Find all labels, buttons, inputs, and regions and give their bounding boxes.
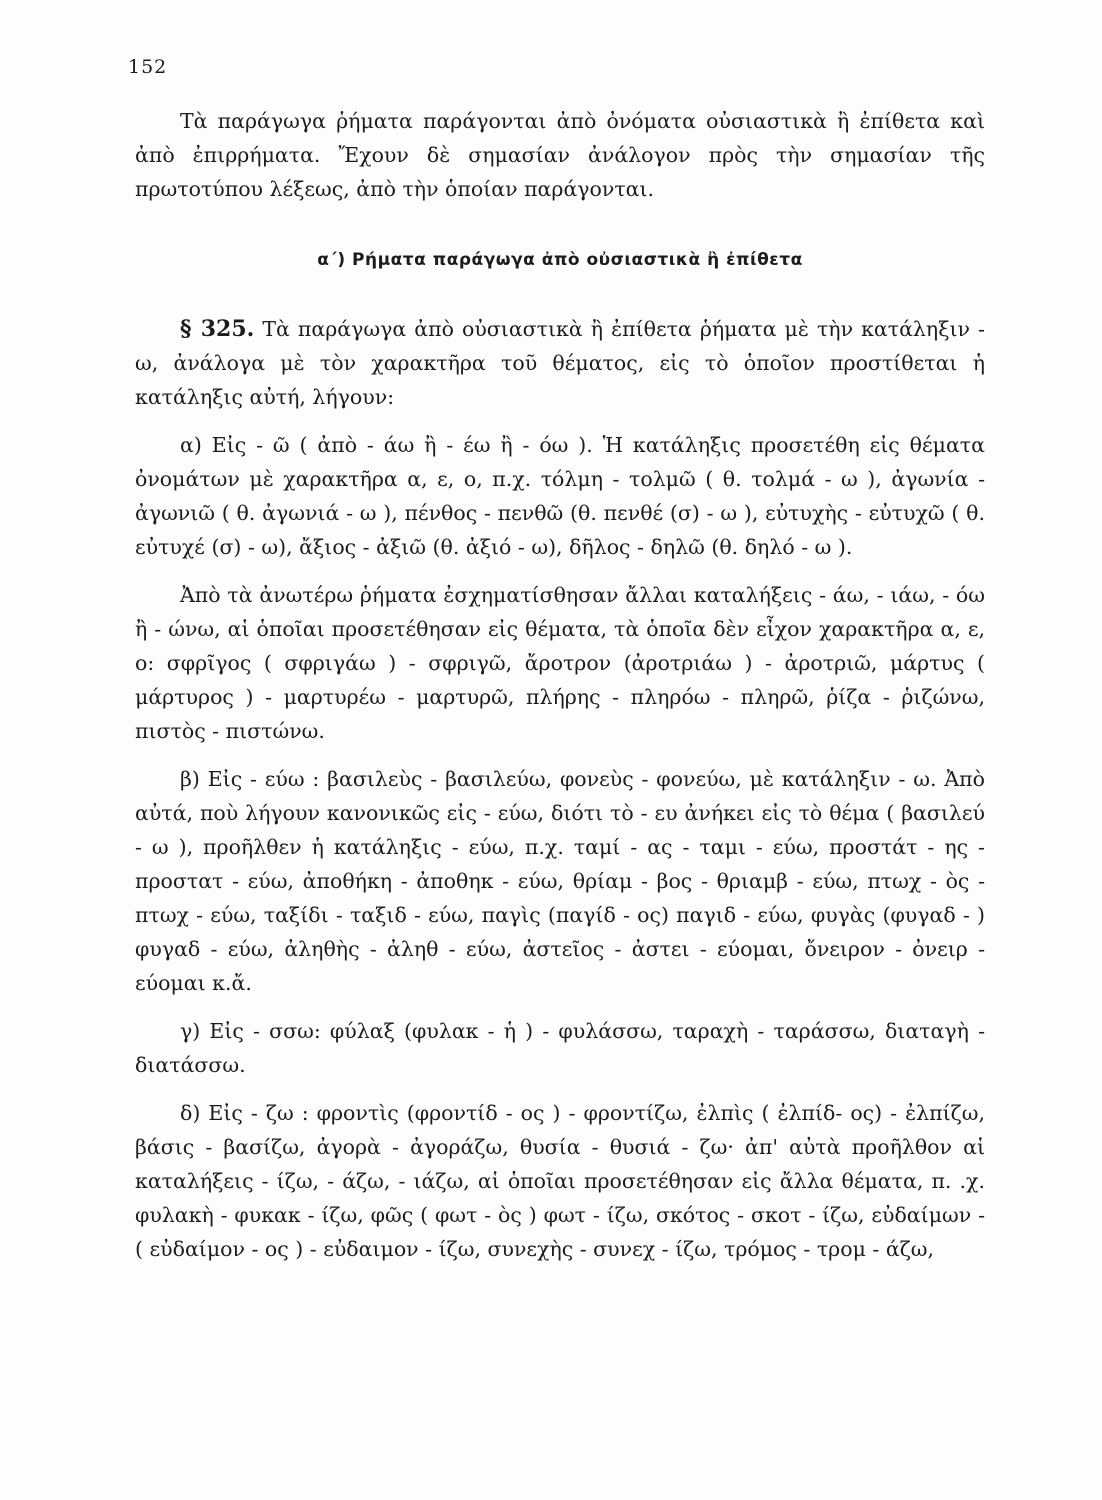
- section-paragraph: [135, 312, 985, 414]
- body-block: [135, 312, 985, 1266]
- intro-paragraph: Τὰ παράγωγα ῥήματα παράγονται ἀπὸ ὀνόματα οὐσιαστικὰ ἢ ἐπίθετα καὶ ἀπὸ ἐπιρρήματα. Ἔχουν δὲ σημασίαν ἀνάλογον πρὸς τὴν σημασίαν τῆς πρωτοτύπου λέξεως, ἀπὸ τὴν ὁποίαν παράγονται.: [135, 109, 985, 201]
- intro-block: [135, 104, 985, 206]
- section-heading: α΄) Ρήματα παράγωγα ἀπὸ οὐσιαστικὰ ἢ ἐπίθετα: [317, 250, 803, 270]
- section-text: Τὰ παράγωγα ἀπὸ οὐσιαστικὰ ἢ ἐπίθετα ῥήματα μὲ τὴν κατάληξιν - ω, ἀνάλογα μὲ τὸν χαρακτῆρα τοῦ θέματος, εἰς τὸ ὁποῖον προστίθεται ἡ κατάληξις αὐτή, λήγουν:: [135, 317, 985, 409]
- paragraph-alpha: α) Εἰς - ῶ ( ἀπὸ - άω ἢ - έω ἢ - όω ). Ἡ κατάληξις προσετέθη εἰς θέματα ὀνομάτων μὲ χαρακτῆρα α, ε, ο, π.χ. τόλμη - τολμῶ ( θ. τολμά - ω ), ἀγωνία - ἀγωνιῶ ( θ. ἀγωνιά - ω ), πένθος - πενθῶ (θ. πενθέ (σ) - ω ), εὐτυχὴς - εὐτυχῶ ( θ. εὐτυχέ (σ) - ω), ἄξιος - ἀξιῶ (θ. ἀξιό - ω), δῆλος - δηλῶ (θ. δηλό - ω ).: [135, 433, 985, 559]
- paragraph-beta: β) Εἰς - εύω : βασιλεὺς - βασιλεύω, φονεὺς - φονεύω, μὲ κατάληξιν - ω. Ἀπὸ αὐτά, ποὺ λήγουν κανονικῶς εἰς - εύω, διότι τὸ - ευ ἀνήκει εἰς τὸ θέμα ( βασιλεύ - ω ), προῆλθεν ἡ κατάληξις - εύω, π.χ. ταμί - ας - ταμι - εύω, προστάτ - ης - προστατ - εύω, ἀποθήκη - ἀποθηκ - εύω, θρίαμ - βος - θριαμβ - εύω, πτωχ - ὸς - πτωχ - εύω, ταξίδι - ταξιδ - εύω, παγὶς (παγίδ - ος) παγιδ - εύω, φυγὰς (φυγαδ - ) φυγαδ - εύω, ἀληθὴς - ἀληθ - εύω, ἀστεῖος - ἀστει - εύομαι, ὄνειρον - ὀνειρ - εύομαι κ.ἄ.: [135, 767, 985, 995]
- paragraph-derived: Ἀπὸ τὰ ἀνωτέρω ῥήματα ἐσχηματίσθησαν ἄλλαι καταλήξεις - άω, - ιάω, - όω ἢ - ώνω, αἱ ὁποῖαι προσετέθησαν εἰς θέματα, τὰ ὁποῖα δὲν εἶχον χαρακτῆρα α, ε, ο: σφρῖγος ( σφριγάω ) - σφριγῶ, ἄροτρον (ἀροτριάω ) - ἀροτριῶ, μάρτυς ( μάρτυρος ) - μαρτυρέω - μαρτυρῶ, πλήρης - πληρόω - πληρῶ, ῥίζα - ῥιζώνω, πιστὸς - πιστώνω.: [135, 583, 985, 743]
- page-number: 152: [128, 56, 168, 78]
- paragraph-delta: δ) Εἰς - ζω : φροντὶς (φροντίδ - ος ) - φροντίζω, ἐλπὶς ( ἐλπίδ- ος) - ἐλπίζω, βάσις - βασίζω, ἀγορὰ - ἀγοράζω, θυσία - θυσιά - ζω· ἀπ' αὐτὰ προῆλθον αἱ καταλήξεις - ίζω, - άζω, - ιάζω, αἱ ὁποῖαι προσετέθησαν εἰς ἄλλα θέματα, π. .χ. φυλακὴ - φυκακ - ίζω, φῶς ( φωτ - ὸς ) φωτ - ίζω, σκότος - σκοτ - ίζω, εὐδαίμων - ( εὐδαίμον - ος ) - εὐδαιμον - ίζω, συνεχὴς - συνεχ - ίζω, τρόμος - τρομ - άζω,: [135, 1101, 985, 1261]
- section-number: § 325.: [180, 316, 255, 342]
- paragraph-gamma: γ) Εἰς - σσω: φύλαξ (φυλακ - ἡ ) - φυλάσσω, ταραχὴ - ταράσσω, διαταγὴ - διατάσσω.: [135, 1019, 985, 1077]
